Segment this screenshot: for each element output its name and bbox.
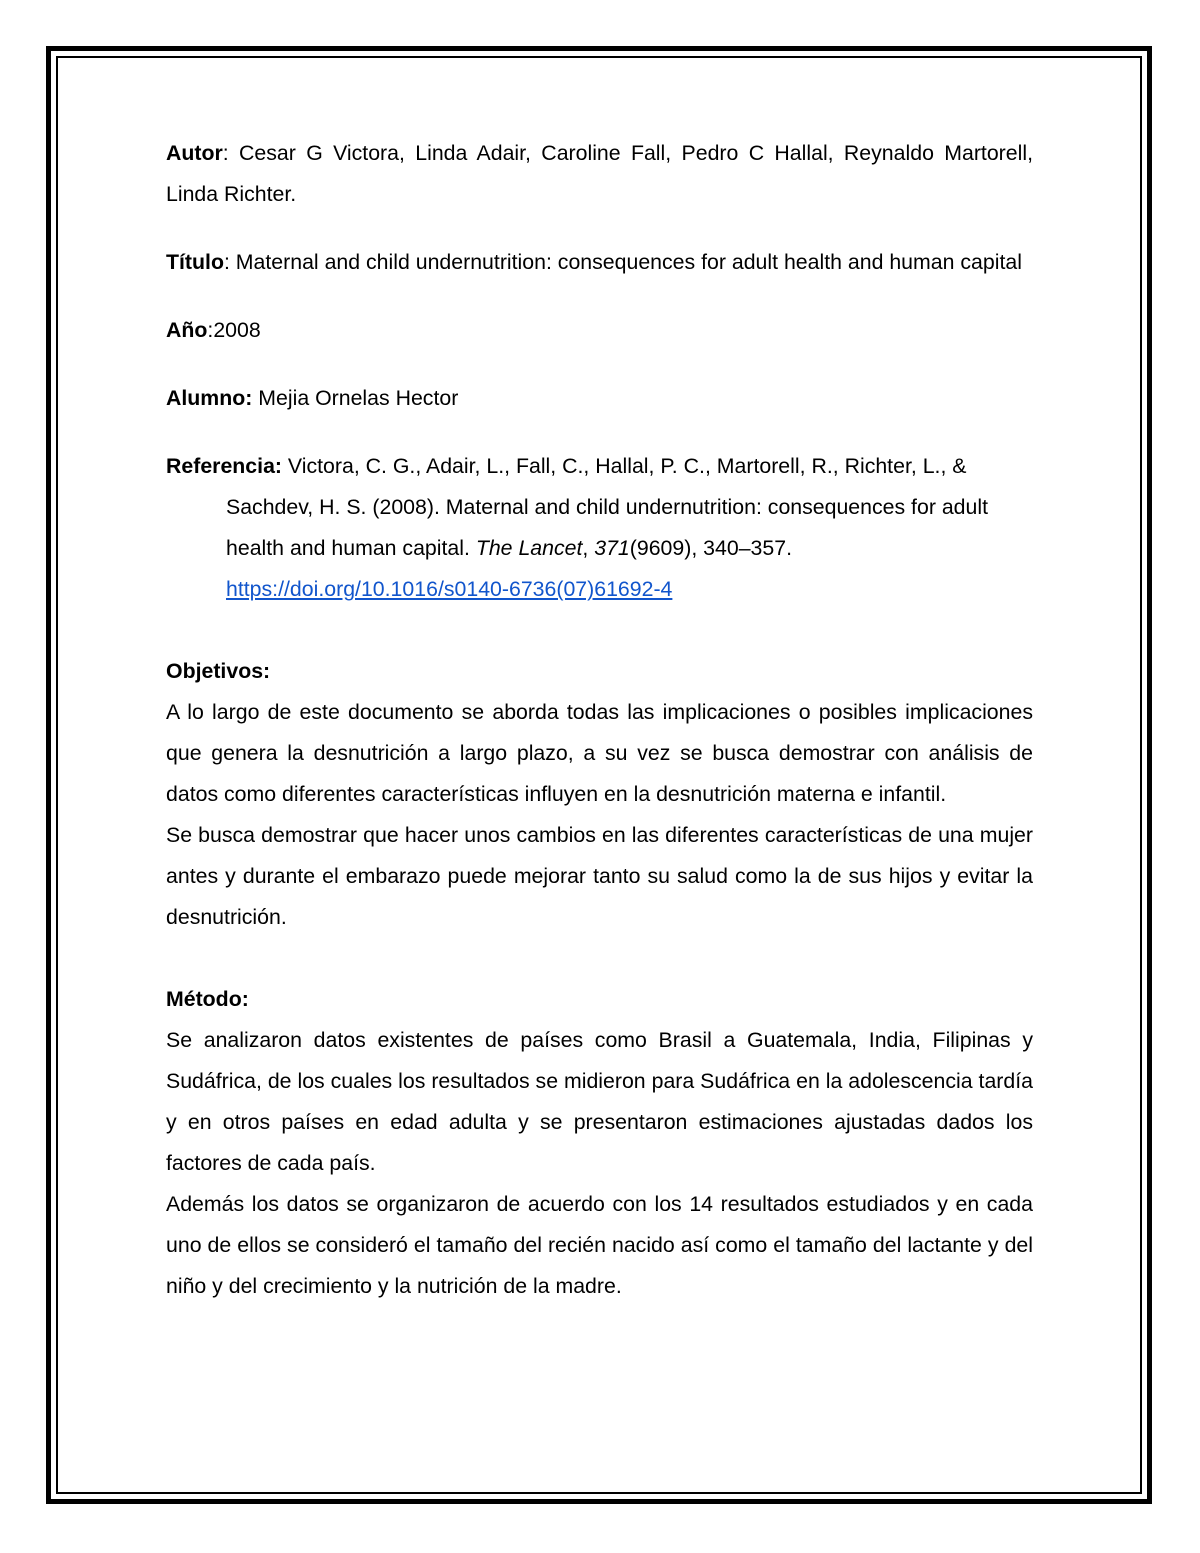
metodo-paragraph-2: Además los datos se organizaron de acuerdo con los 14 resultados estudiados y en cada uno de ellos se consideró el tamaño del recién nacido así como el tamaño del lactante y del niño y del crecimiento y la nutrición de la madre.: [166, 1192, 1033, 1298]
objetivos-paragraph-1: A lo largo de este documento se aborda todas las implicaciones o posibles implicaciones que genera la desnutrición a largo plazo, a su vez se busca demostrar con análisis de datos como diferentes características influyen en la desnutrición materna e infantil.: [166, 700, 1033, 806]
metodo-heading: Método:: [166, 987, 249, 1011]
alumno-label: Alumno:: [166, 386, 253, 410]
objetivos-paragraph-2: Se busca demostrar que hacer unos cambios en las diferentes características de una mujer antes y durante el embarazo puede mejorar tanto su salud como la de sus hijos y evitar la desnutrición.: [166, 823, 1033, 929]
titulo-label: Título: [166, 250, 224, 274]
referencia-text-before: Victora, C. G., Adair, L., Fall, C., Hallal, P. C., Martorell, R., Richter, L., & Sachdev, H. S. (2008). Maternal and child undernutrition: consequences for adult health and human capital.: [226, 454, 989, 560]
document-body: [166, 133, 1033, 1307]
referencia-comma: ,: [582, 536, 595, 560]
titulo-value: Maternal and child undernutrition: consequences for adult health and human capital: [235, 250, 1022, 274]
objetivos-heading: Objetivos:: [166, 659, 271, 683]
referencia-entry: [166, 446, 1033, 610]
anio-label: Año: [166, 318, 208, 342]
autor-label: Autor: [166, 141, 223, 165]
titulo-line: [166, 242, 1033, 283]
alumno-value: Mejia Ornelas Hector: [252, 386, 459, 410]
autor-line: [166, 133, 1033, 215]
anio-line: [166, 310, 1033, 351]
autor-value: Cesar G Victora, Linda Adair, Caroline Fall, Pedro C Hallal, Reynaldo Martorell, Linda Richter.: [166, 141, 1033, 206]
autor-sep: :: [222, 141, 240, 165]
anio-value: 2008: [213, 318, 261, 342]
titulo-sep: :: [223, 250, 236, 274]
referencia-journal: The Lancet: [475, 536, 583, 560]
referencia-text-after: (9609), 340–357.: [629, 536, 793, 560]
metodo-paragraph-1: Se analizaron datos existentes de países como Brasil a Guatemala, India, Filipinas y Sudáfrica, de los cuales los resultados se midieron para Sudáfrica en la adolescencia tardía y en otros países en edad adulta y se presentaron estimaciones ajustadas dados los factores de cada país.: [166, 1028, 1033, 1175]
anio-sep: :: [207, 318, 214, 342]
doi-link[interactable]: https://doi.org/10.1016/s0140-6736(07)61692-4: [226, 577, 673, 601]
referencia-label: Referencia:: [166, 454, 282, 478]
alumno-line: [166, 378, 1033, 419]
referencia-volume: 371: [594, 536, 630, 560]
